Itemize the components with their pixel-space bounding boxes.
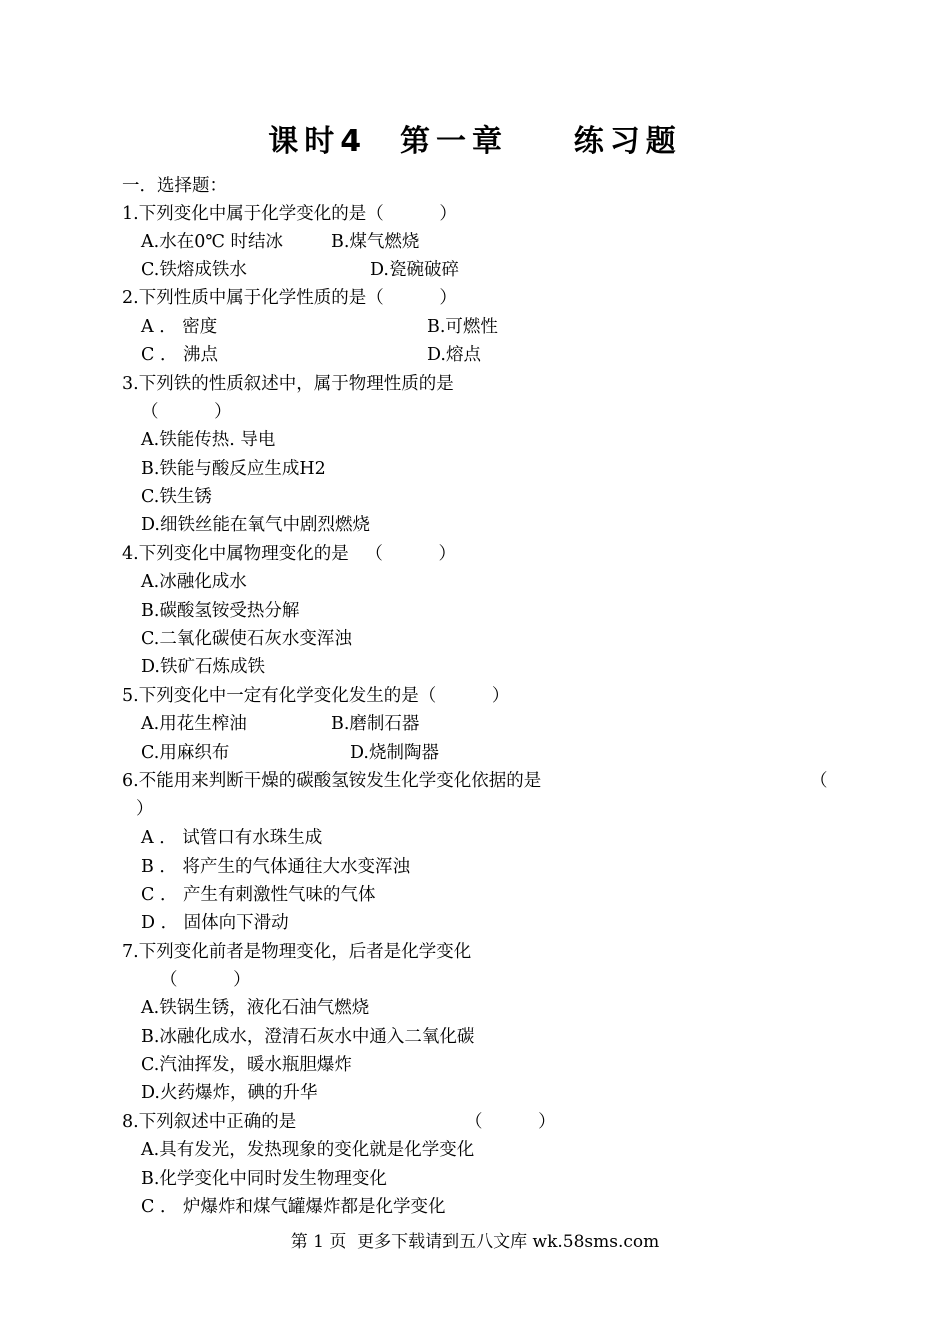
question-1-option-b: B.煤气燃烧 [331,232,420,252]
question-8-answer-paren: （ ） [465,1112,556,1132]
question-6-paren-open: （ [810,771,828,791]
section-heading: 一．选择题： [122,176,227,196]
question-5-option-b: B.磨制石器 [331,714,420,734]
question-1-option-a: A.水在0℃ 时结冰 [141,232,283,252]
question-2-option-b: B.可燃性 [427,317,498,337]
question-4-option-c: C.二氧化碳使石灰水变浑浊 [141,629,352,649]
question-4-option-d: D.铁矿石炼成铁 [141,657,265,677]
question-6-option-c: C ． 产生有刺激性气味的气体 [141,885,376,905]
question-7-answer-paren: （ ） [160,970,251,990]
question-6-option-b: B ． 将产生的气体通往大水变浑浊 [141,857,410,877]
question-8-option-a: A.具有发光，发热现象的变化就是化学变化 [141,1140,475,1160]
question-7-option-c: C.汽油挥发，暖水瓶胆爆炸 [141,1055,352,1075]
question-2-option-c: C ． 沸点 [141,345,219,365]
question-2-option-d: D.熔点 [427,345,481,365]
question-6-paren-close: ） [136,799,154,819]
question-7-stem: 7.下列变化前者是物理变化，后者是化学变化 [122,942,472,962]
question-6-option-d: D ． 固体向下滑动 [141,913,289,933]
question-6-option-a: A ． 试管口有水珠生成 [141,828,323,848]
question-7-option-b: B.冰融化成水，澄清石灰水中通入二氧化碳 [141,1027,475,1047]
question-4-stem: 4.下列变化中属物理变化的是 （ ） [122,544,457,564]
question-3-option-c: C.铁生锈 [141,487,212,507]
question-1-option-c: C.铁熔成铁水 [141,260,247,280]
question-3-answer-paren: （ ） [141,402,232,422]
question-5-option-d: D.烧制陶器 [350,743,439,763]
question-4-option-b: B.碳酸氢铵受热分解 [141,601,300,621]
question-5-option-a: A.用花生榨油 [141,714,247,734]
question-3-option-d: D.细铁丝能在氧气中剧烈燃烧 [141,515,370,535]
question-8-option-b: B.化学变化中同时发生物理变化 [141,1169,387,1189]
question-4-option-a: A.冰融化成水 [141,572,247,592]
question-8-option-c: C ． 炉爆炸和煤气罐爆炸都是化学变化 [141,1197,446,1217]
question-3-option-b: B.铁能与酸反应生成H2 [141,459,326,479]
question-7-option-a: A.铁锅生锈，液化石油气燃烧 [141,998,370,1018]
page-footer: 第 1 页 更多下载请到五八文库 wk.58sms.com [290,1232,660,1252]
question-1-stem: 1.下列变化中属于化学变化的是（ ） [122,204,457,224]
question-1-option-d: D.瓷碗破碎 [370,260,459,280]
question-8-stem: 8.下列叙述中正确的是 [122,1112,297,1132]
question-2-option-a: A ． 密度 [141,317,218,337]
question-5-stem: 5.下列变化中一定有化学变化发生的是（ ） [122,686,510,706]
question-5-option-c: C.用麻织布 [141,743,230,763]
page-title: 课时4 第一章 练习题 [268,124,682,159]
question-7-option-d: D.火药爆炸，碘的升华 [141,1083,318,1103]
question-6-stem: 6.不能用来判断干燥的碳酸氢铵发生化学变化依据的是 [122,771,542,791]
question-3-stem: 3.下列铁的性质叙述中，属于物理性质的是 [122,374,454,394]
question-3-option-a: A.铁能传热. 导电 [141,430,276,450]
question-2-stem: 2.下列性质中属于化学性质的是（ ） [122,288,457,308]
